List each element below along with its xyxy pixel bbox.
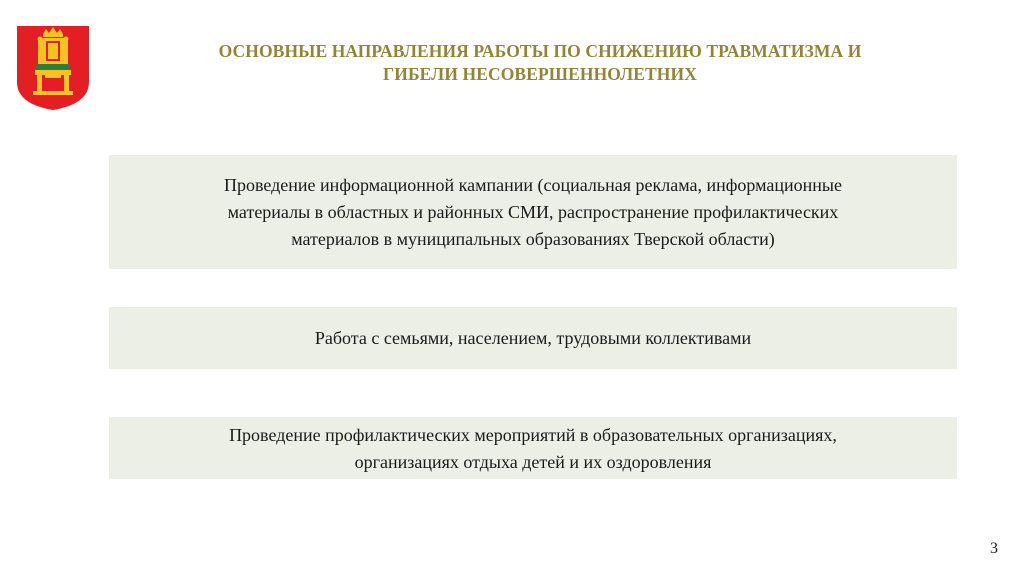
- direction-text-line: Работа с семьями, населением, трудовыми коллективами: [314, 327, 752, 348]
- title-line: ОСНОВНЫЕ НАПРАВЛЕНИЯ РАБОТЫ ПО СНИЖЕНИЮ ТРАВМАТИЗМА И: [218, 41, 862, 61]
- direction-text-line: Проведение информационной кампании (социальная реклама, информационные: [224, 174, 842, 195]
- direction-text-line: организациях отдыха детей и их оздоровления: [354, 452, 712, 472]
- direction-text-line: материалы в областных и районных СМИ, распространение профилактических: [227, 201, 839, 222]
- page-title: [110, 40, 970, 86]
- direction-box-families: [109, 307, 957, 369]
- direction-text-line: материалов в муниципальных образованиях Тверской области): [291, 228, 775, 249]
- direction-box-information-campaign: [109, 155, 957, 269]
- title-line: ГИБЕЛИ НЕСОВЕРШЕННОЛЕТНИХ: [383, 64, 697, 84]
- coat-of-arms-icon: [15, 24, 91, 112]
- direction-box-preventive-events: [109, 417, 957, 479]
- page-number: 3: [990, 540, 998, 557]
- direction-text-line: Проведение профилактических мероприятий в образовательных организациях,: [229, 425, 837, 445]
